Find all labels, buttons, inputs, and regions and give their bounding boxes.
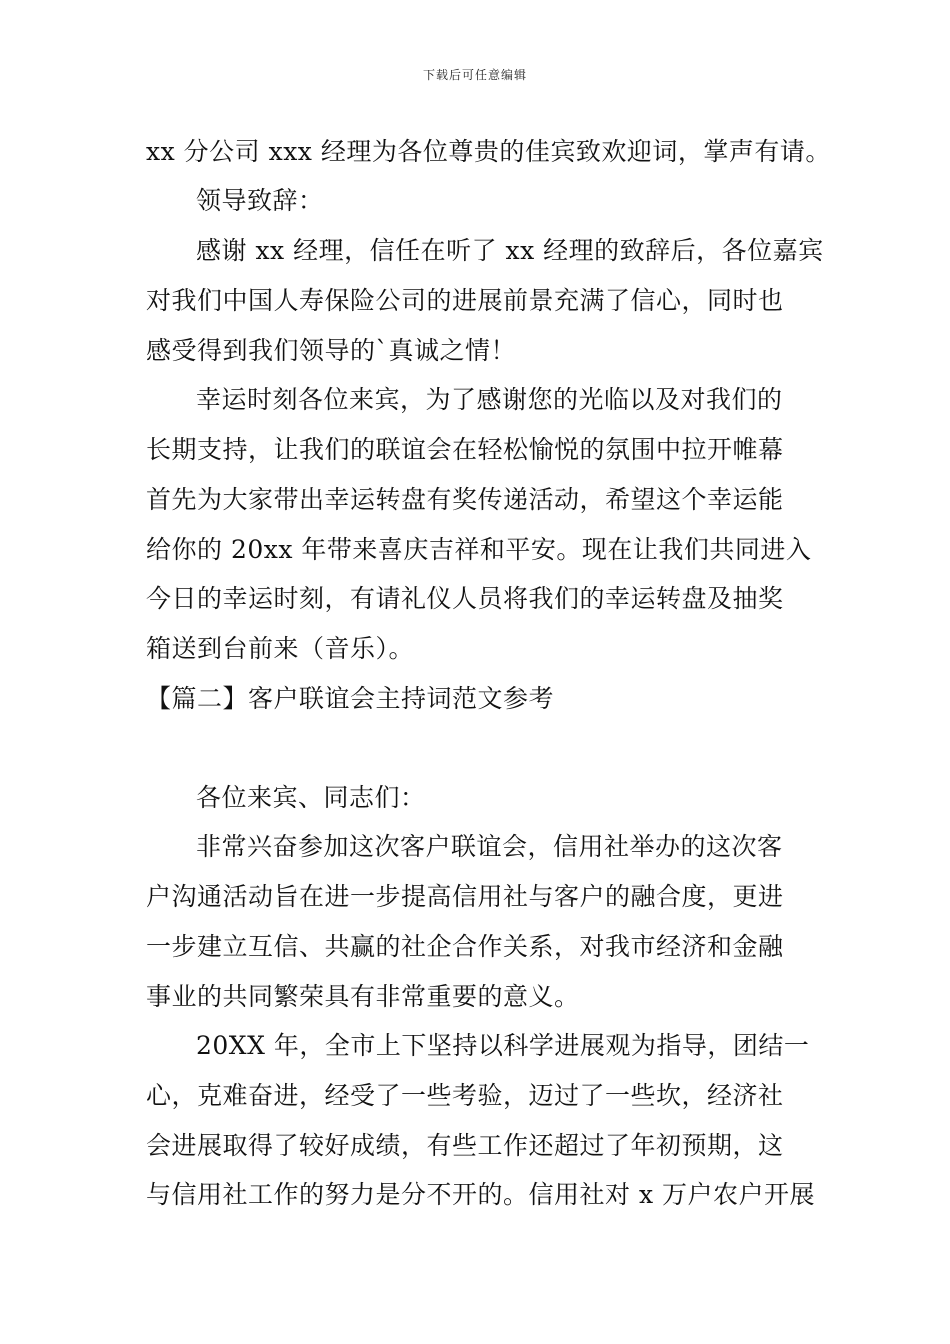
paragraph-line: 长期支持，让我们的联谊会在轻松愉悦的氛围中拉开帷幕 [146,435,784,464]
paragraph-line: 感谢 xx 经理，信任在听了 xx 经理的致辞后，各位嘉宾 [196,236,824,265]
paragraph-line: 一步建立互信、共赢的社企合作关系，对我市经济和金融 [146,932,784,961]
paragraph-line: 对我们中国人寿保险公司的进展前景充满了信心，同时也 [146,286,784,315]
paragraph-line: 各位来宾、同志们： [196,783,426,812]
header-note: 下载后可任意编辑 [422,68,527,82]
paragraph-line: 20XX 年，全市上下坚持以科学进展观为指导，团结一 [196,1031,810,1060]
paragraph-line: 心，克难奋进，经受了一些考验，迈过了一些坎，经济社 [146,1081,784,1110]
paragraph-line: 首先为大家带出幸运转盘有奖传递活动，希望这个幸运能 [146,485,784,514]
paragraph-line: 箱送到台前来（音乐）。 [146,634,415,663]
paragraph-line: 非常兴奋参加这次客户联谊会，信用社举办的这次客 [196,832,783,861]
paragraph-line: xx 分公司 xxx 经理为各位尊贵的佳宾致欢迎词，掌声有请。 [146,137,831,166]
paragraph-line: 户沟通活动旨在进一步提高信用社与客户的融合度，更进 [146,882,784,911]
paragraph-line: 幸运时刻各位来宾，为了感谢您的光临以及对我们的 [196,385,783,414]
section-heading: 【篇二】客户联谊会主持词范文参考 [146,684,555,713]
paragraph-line: 感受得到我们领导的`真诚之情！ [146,336,517,365]
paragraph-line: 领导致辞： [196,186,324,215]
paragraph-line: 事业的共同繁荣具有非常重要的意义。 [146,982,580,1011]
paragraph-line: 今日的幸运时刻，有请礼仪人员将我们的幸运转盘及抽奖 [146,584,784,613]
paragraph-line: 会进展取得了较好成绩，有些工作还超过了年初预期，这 [146,1131,784,1160]
paragraph-line: 给你的 20xx 年带来喜庆吉祥和平安。现在让我们共同进入 [146,535,812,564]
paragraph-line: 与信用社工作的努力是分不开的。信用社对 x 万户农户开展 [146,1180,815,1209]
